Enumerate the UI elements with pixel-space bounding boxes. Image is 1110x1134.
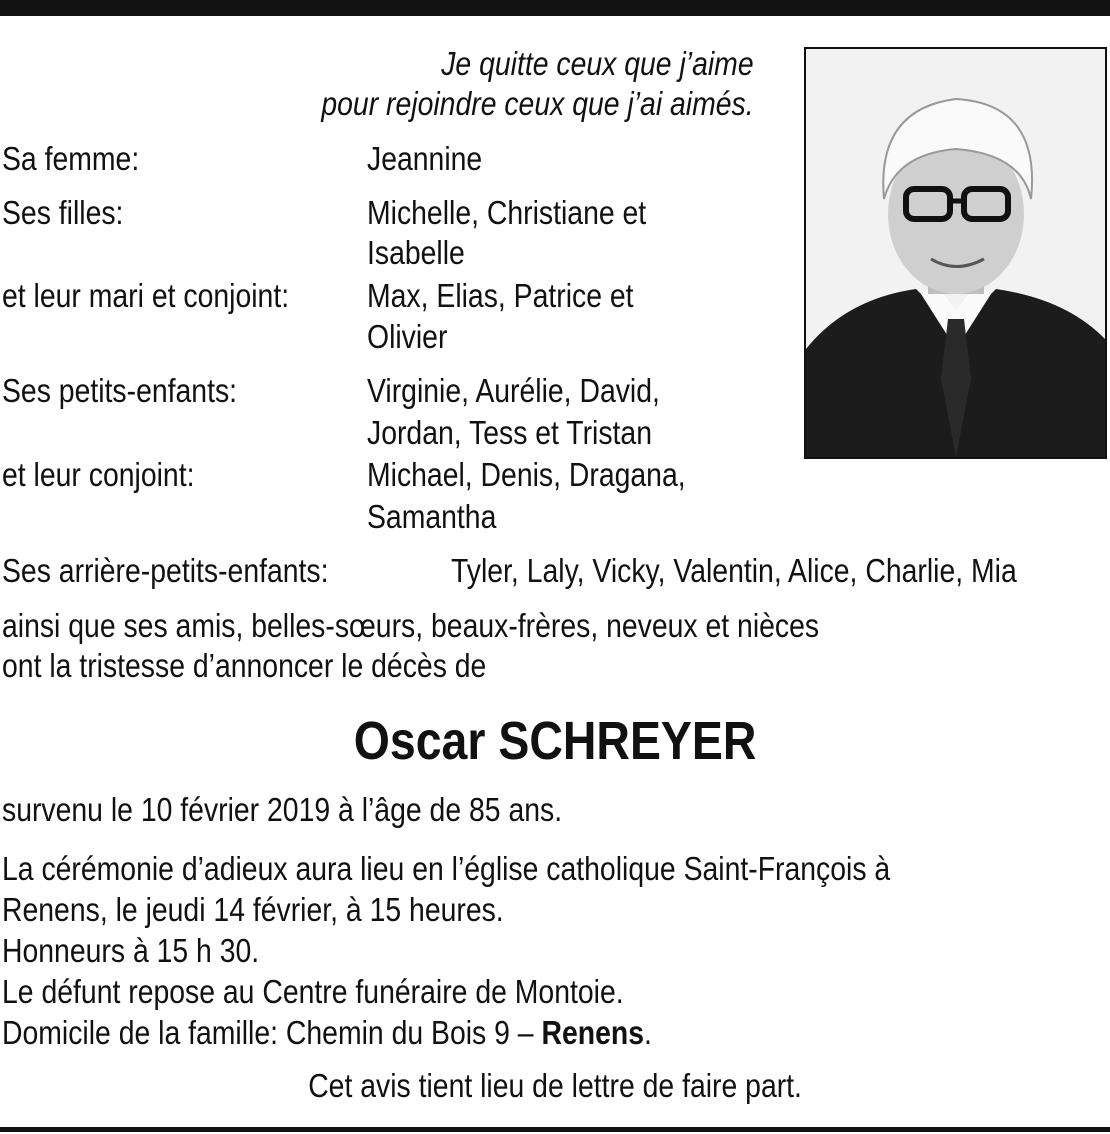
domicile-line: [2, 1013, 652, 1053]
closing-text: Cet avis tient lieu de lettre de faire part.: [308, 1067, 802, 1104]
wife-value: Jeannine: [367, 140, 483, 177]
grandchildren-value-1: Virginie, Aurélie, David,: [367, 372, 660, 409]
announcement-line-2: ont la tristesse d’annoncer le décès de: [2, 647, 487, 684]
epitaph: [322, 44, 754, 124]
partners-label: et leur conjoint:: [2, 456, 195, 493]
portrait-photo: [804, 47, 1107, 459]
bottom-rule: [0, 1127, 1110, 1132]
domicile-city: Renens: [541, 1014, 644, 1051]
domicile-prefix: Domicile de la famille: Chemin du Bois 9 –: [2, 1014, 542, 1051]
portrait-icon: [806, 49, 1105, 457]
partners-value-1: Michael, Denis, Dragana,: [367, 456, 686, 493]
ceremony-line-2: Renens, le jeudi 14 février, à 15 heures.: [2, 891, 504, 928]
husbands-value-2: Olivier: [367, 318, 448, 355]
announcement-line-1: ainsi que ses amis, belles-sœurs, beaux-frères, neveux et nièces: [2, 607, 820, 644]
partners-value-2: Samantha: [367, 498, 497, 535]
wife-label: Sa femme:: [2, 140, 140, 177]
husbands-value-1: Max, Elias, Patrice et: [367, 277, 634, 314]
honours-line: Honneurs à 15 h 30.: [2, 932, 260, 969]
great-grandchildren-value: Tyler, Laly, Vicky, Valentin, Alice, Charlie, Mia: [451, 552, 1017, 589]
death-line: survenu le 10 février 2019 à l’âge de 85 ans.: [2, 791, 563, 828]
rest-line: Le défunt repose au Centre funéraire de Montoie.: [2, 973, 624, 1010]
epitaph-line-1: Je quitte ceux que j’aime: [441, 45, 754, 82]
grandchildren-label: Ses petits-enfants:: [2, 372, 238, 409]
epitaph-line-2: pour rejoindre ceux que j’ai aimés.: [321, 85, 754, 122]
great-grandchildren-label: Ses arrière-petits-enfants:: [2, 552, 329, 589]
daughters-value-1: Michelle, Christiane et: [367, 194, 647, 231]
top-rule: [0, 0, 1110, 16]
husbands-label: et leur mari et conjoint:: [2, 277, 290, 314]
domicile-suffix: .: [643, 1014, 652, 1051]
daughters-label: Ses filles:: [2, 194, 124, 231]
deceased-name-text: Oscar SCHREYER: [353, 711, 757, 771]
grandchildren-value-2: Jordan, Tess et Tristan: [367, 414, 652, 451]
daughters-value-2: Isabelle: [367, 234, 465, 271]
deceased-name: [0, 706, 1110, 776]
ceremony-line-1: La cérémonie d’adieux aura lieu en l’église catholique Saint-François à: [2, 850, 891, 887]
closing-note: [0, 1066, 1110, 1106]
